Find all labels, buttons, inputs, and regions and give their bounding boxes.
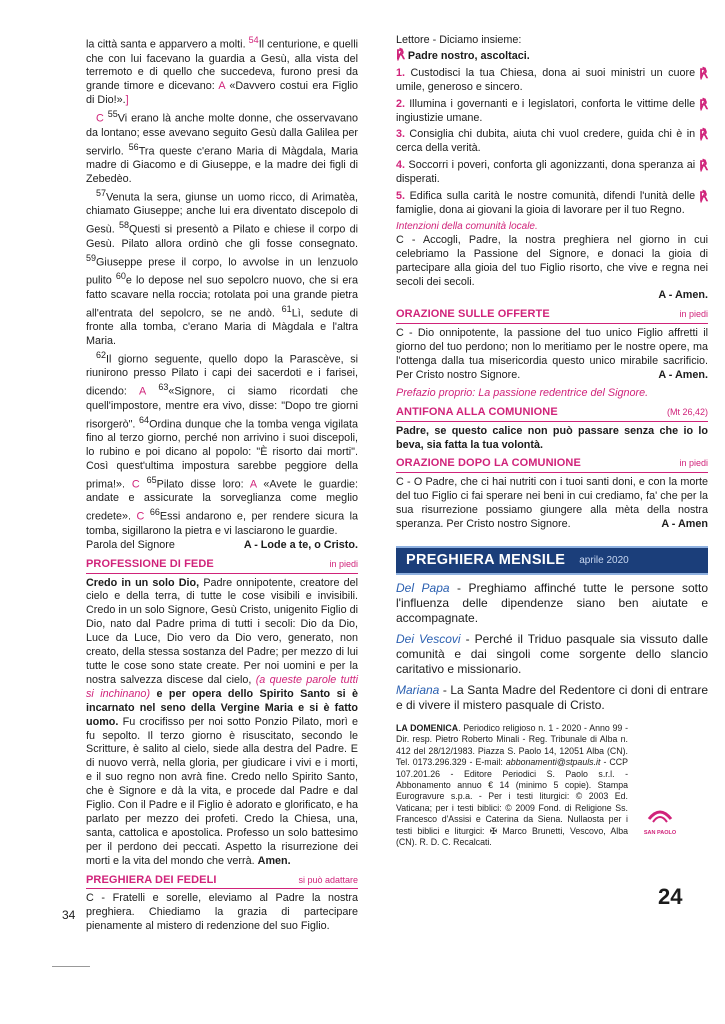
petition-number: 4.: [396, 159, 406, 172]
page-number-left: 34: [62, 908, 76, 922]
monthly-prayer-list: [396, 581, 708, 713]
petitions-list: [396, 67, 708, 218]
closing-amen: A - Amen.: [658, 289, 708, 302]
communion-antiphon-header: ANTIFONA ALLA COMUNIONE (Mt 26,42): [396, 406, 708, 422]
response-symbol: ℟: [699, 96, 708, 112]
monthly-prayer-who: Mariana: [396, 683, 440, 697]
petition-item: [396, 159, 708, 187]
creed-header: PROFESSIONE DI FEDE in piedi: [86, 558, 358, 574]
gospel-paragraph: C $^{55}$Vi erano là anche molte donne, che osservavano da lontano; esse avevano seguito Gesù dalla Galilea per servirlo. $^{56}$Tra queste c'erano Maria di Màgdala, Maria madre di Giacomo e di Giuseppe, e la madre dei figli di Zebedèo.: [86, 109, 359, 185]
footer-rule: [52, 966, 90, 967]
response-symbol: ℟: [699, 189, 708, 205]
petition-item: [396, 128, 708, 156]
response-symbol: ℟: [699, 158, 708, 174]
petition-number: 1.: [396, 66, 406, 79]
preface: Prefazio proprio: La passione redentrice del Signore.: [396, 386, 649, 399]
san-paolo-logo-icon: [645, 803, 675, 825]
imprint: LA DOMENICA. Periodico religioso n. 1 - 2020 - Anno 99 - Dir. resp. Pietro Roberto Minali - Reg. Tribunale di Alba n. 412 del 28/12/1983. Piazza S. Paolo 14, 12051 Alba (CN). Tel. 0173.296.329 - E-mail: abbonamenti@stpauls.it - CCP 107.201.26 - Editore Periodici S. Paolo s.r.l. - Abbonamento annuo € 14 (minimo 5 copie). Stampa Eurogravure s.p.a. - Per i testi liturgici: © 2003 Ed. Vaticana; per i testi biblici: © 2009 Fond. di Religione Ss. Francesco d'Assisi e Caterina da Siena. Nullaosta per i testi biblici e liturgici: ✠ Marco Brunetti, Vescovo, Alba (CN). R. D. C. Recalcati.: [396, 723, 628, 848]
after-communion-text: C - O Padre, che ci hai nutriti con i tuoi santi doni, e con la morte del tuo Figlio ci fai sperare nei beni in cui crediamo, fa' che per la sua risurrezione possiamo giungere alla mèta della nostra speranza. Per Cristo nostro Signore. A - Amen: [396, 476, 708, 531]
petition-text: Custodisci la tua Chiesa, dona ai suoi ministri un cuore umile, generoso e sincero.: [396, 66, 696, 93]
monthly-prayer-who: Dei Vescovi: [396, 632, 461, 646]
monthly-prayer-text: - La Santa Madre del Redentore ci doni di entrare e di vivere il mistero pasquale di Cristo.: [396, 683, 708, 712]
petition-item: [396, 98, 708, 126]
petition-number: 5.: [396, 190, 406, 203]
gospel-intro: la città santa e apparvero a molti. $^{54}$Il centurione, e quelli che con lui facevano la guardia a Gesù, alla vista del terremoto e di quello che succedeva, furono presi da grande timore e dicevano: A «Davvero costui era Figlio di Dio!».]: [86, 35, 359, 107]
monthly-prayer-item: [396, 581, 708, 626]
offerings-text: C - Dio onnipotente, la passione del tuo unico Figlio affretti il giorno del tuo perdono; non lo meritiamo per le nostre opere, ma l'ottenga dalla tua misericordia questo unico mirabile sacrificio. Per Cristo nostro Signore. A - Amen.: [396, 327, 708, 381]
response-symbol: ℟: [699, 65, 708, 81]
monthly-prayer-banner: PREGHIERA MENSILE aprile 2020: [396, 546, 708, 575]
intentions: Intenzioni della comunità locale.: [396, 220, 538, 232]
communion-antiphon-text: Padre, se questo calice non può passare senza che io lo beva, sia fatta la tua volontà.: [396, 424, 708, 451]
left-column: [86, 34, 358, 934]
petition-text: Illumina i governanti e i legislatori, conforta le vittime delle ingiustizie umane.: [396, 97, 696, 124]
petition-text: Consiglia chi dubita, aiuta chi vuol credere, guida chi è in cerca della verità.: [396, 128, 696, 155]
petition-text: Soccorri i poveri, conforta gli agonizzanti, dona speranza ai disperati.: [396, 159, 696, 186]
petition-number: 2.: [396, 97, 406, 110]
monthly-prayer-item: [396, 683, 708, 713]
offerings-header: ORAZIONE SULLE OFFERTE in piedi: [396, 308, 708, 324]
response-symbol: ℟: [699, 127, 708, 143]
monthly-prayer-item: [396, 632, 708, 677]
petition-number: 3.: [396, 128, 406, 141]
reader-line: Lettore - Diciamo insieme:: [396, 34, 522, 46]
closing-prayer: C - Accogli, Padre, la nostra preghiera nel giorno in cui celebriamo la Passione del Signore, e donaci la gioia di partecipare alla gioia del tuo Figlio risorto, che vive e regna nei secoli dei secoli.: [396, 233, 708, 288]
petition-item: [396, 190, 708, 218]
response-line: ℟ Padre nostro, ascoltaci.: [396, 46, 530, 62]
faithful-text: C - Fratelli e sorelle, eleviamo al Padre la nostra preghiera. Chiediamo la grazia di partecipare pienamente al mistero di redenzione del suo Figlio.: [86, 892, 358, 933]
monthly-prayer-text: - Preghiamo affinché tutte le persone sotto l'influenza delle dipendenze siano ben aiutate e accompagnate.: [396, 581, 708, 625]
after-communion-header: ORAZIONE DOPO LA COMUNIONE in piedi: [396, 457, 708, 473]
right-column: [396, 34, 708, 848]
creed-text: Credo in un solo Dio, Padre onnipotente, creatore del cielo e della terra, di tutte le cose visibili e invisibili. Credo in un solo Signore, Gesù Cristo, unigenito Figlio di Dio, nato dal Padre prima di tutti i secoli: Dio da Dio, Luce da Luce, Dio vero da Dio vero, generato, non creato, della stessa sostanza del Padre; per mezzo di lui tutte le cose sono state create. Per noi uomini e per la nostra salvezza discese dal cielo, (a queste parole tutti si inchinano) e per opera dello Spirito Santo si è incarnato nel seno della Vergine Maria e si è fatto uomo. Fu crocifisso per noi sotto Ponzio Pilato, morì e fu sepolto. Il terzo giorno è risuscitato, secondo le Scritture, è salito al cielo, siede alla destra del Padre. E di nuovo verrà, nella gloria, per giudicare i vivi e i morti, e il suo regno non avrà fine. Credo nello Spirito Santo, che è Signore e dà la vita, e procede dal Padre e dal Figlio. Con il Padre e il Figlio è adorato e glorificato, e ha parlato per mezzo dei profeti. Credo la Chiesa, una, santa, cattolica e apostolica. Professo un solo battesimo per il perdono dei peccati. Aspetto la risurrezione dei morti e la vita del mondo che verrà. Amen.: [86, 576, 359, 867]
monthly-prayer-who: Del Papa: [396, 581, 450, 595]
san-paolo-logo: SAN PAOLO: [640, 803, 680, 836]
monthly-prayer-text: - Perché il Triduo pasquale sia vissuto dalle comunità e dai singoli come sorgente dello slancio caritativo e missionario.: [396, 632, 708, 676]
page-number-right: 24: [658, 884, 683, 909]
petition-item: [396, 67, 708, 95]
gospel-paragraph: $^{57}$Venuta la sera, giunse un uomo ricco, di Arimatèa, chiamato Giuseppe; anche lui era diventato discepolo di Gesù. $^{58}$Questi si presentò a Pilato e chiese il corpo di Gesù. Pilato allora ordinò che gli fosse consegnato. $^{59}$Giuseppe prese il corpo, lo avvolse in un lenzuolo pulito $^{60}$e lo depose nel suo sepolcro nuovo, che si era fatto scavare nella roccia; rotolata poi una grande pietra all'entrata del sepolcro, se ne andò. $^{61}$Lì, sedute di fronte alla tomba, c'erano Maria di Màgdala e l'altra Maria.: [86, 187, 359, 347]
faithful-header: PREGHIERA DEI FEDELI si può adattare: [86, 874, 358, 890]
gospel-paragraph: $^{62}$Il giorno seguente, quello dopo la Parascève, si riunirono presso Pilato i capi dei sacerdoti e i farisei, dicendo: A $^{63}$«Signore, ci siamo ricordati che quell'impostore, mentre era vivo, disse: "Dopo tre giorni risorgerò". $^{64}$Ordina dunque che la tomba venga vigilata fino al terzo giorno, perché non arrivino i suoi discepoli, lo rubino e poi dicano al popolo: "È risorto dai morti". Così quest'ultima impostura sarebbe peggiore della prima!». C $^{65}$Pilato disse loro: A «Avete le guardie: andate e assicurate la sorveglianza come meglio credete». C $^{66}$Essi andarono e, per rendere sicura la tomba, sigillarono la pietra e vi lasciarono le guardie.: [86, 349, 359, 537]
gospel-closing: Parola del Signore A - Lode a te, o Cristo.: [86, 538, 358, 551]
petition-text: Edifica sulla carità le nostre comunità, difendi l'unità delle famiglie, dona ai giovani la gioia di lavorare per il tuo Regno.: [396, 190, 696, 216]
